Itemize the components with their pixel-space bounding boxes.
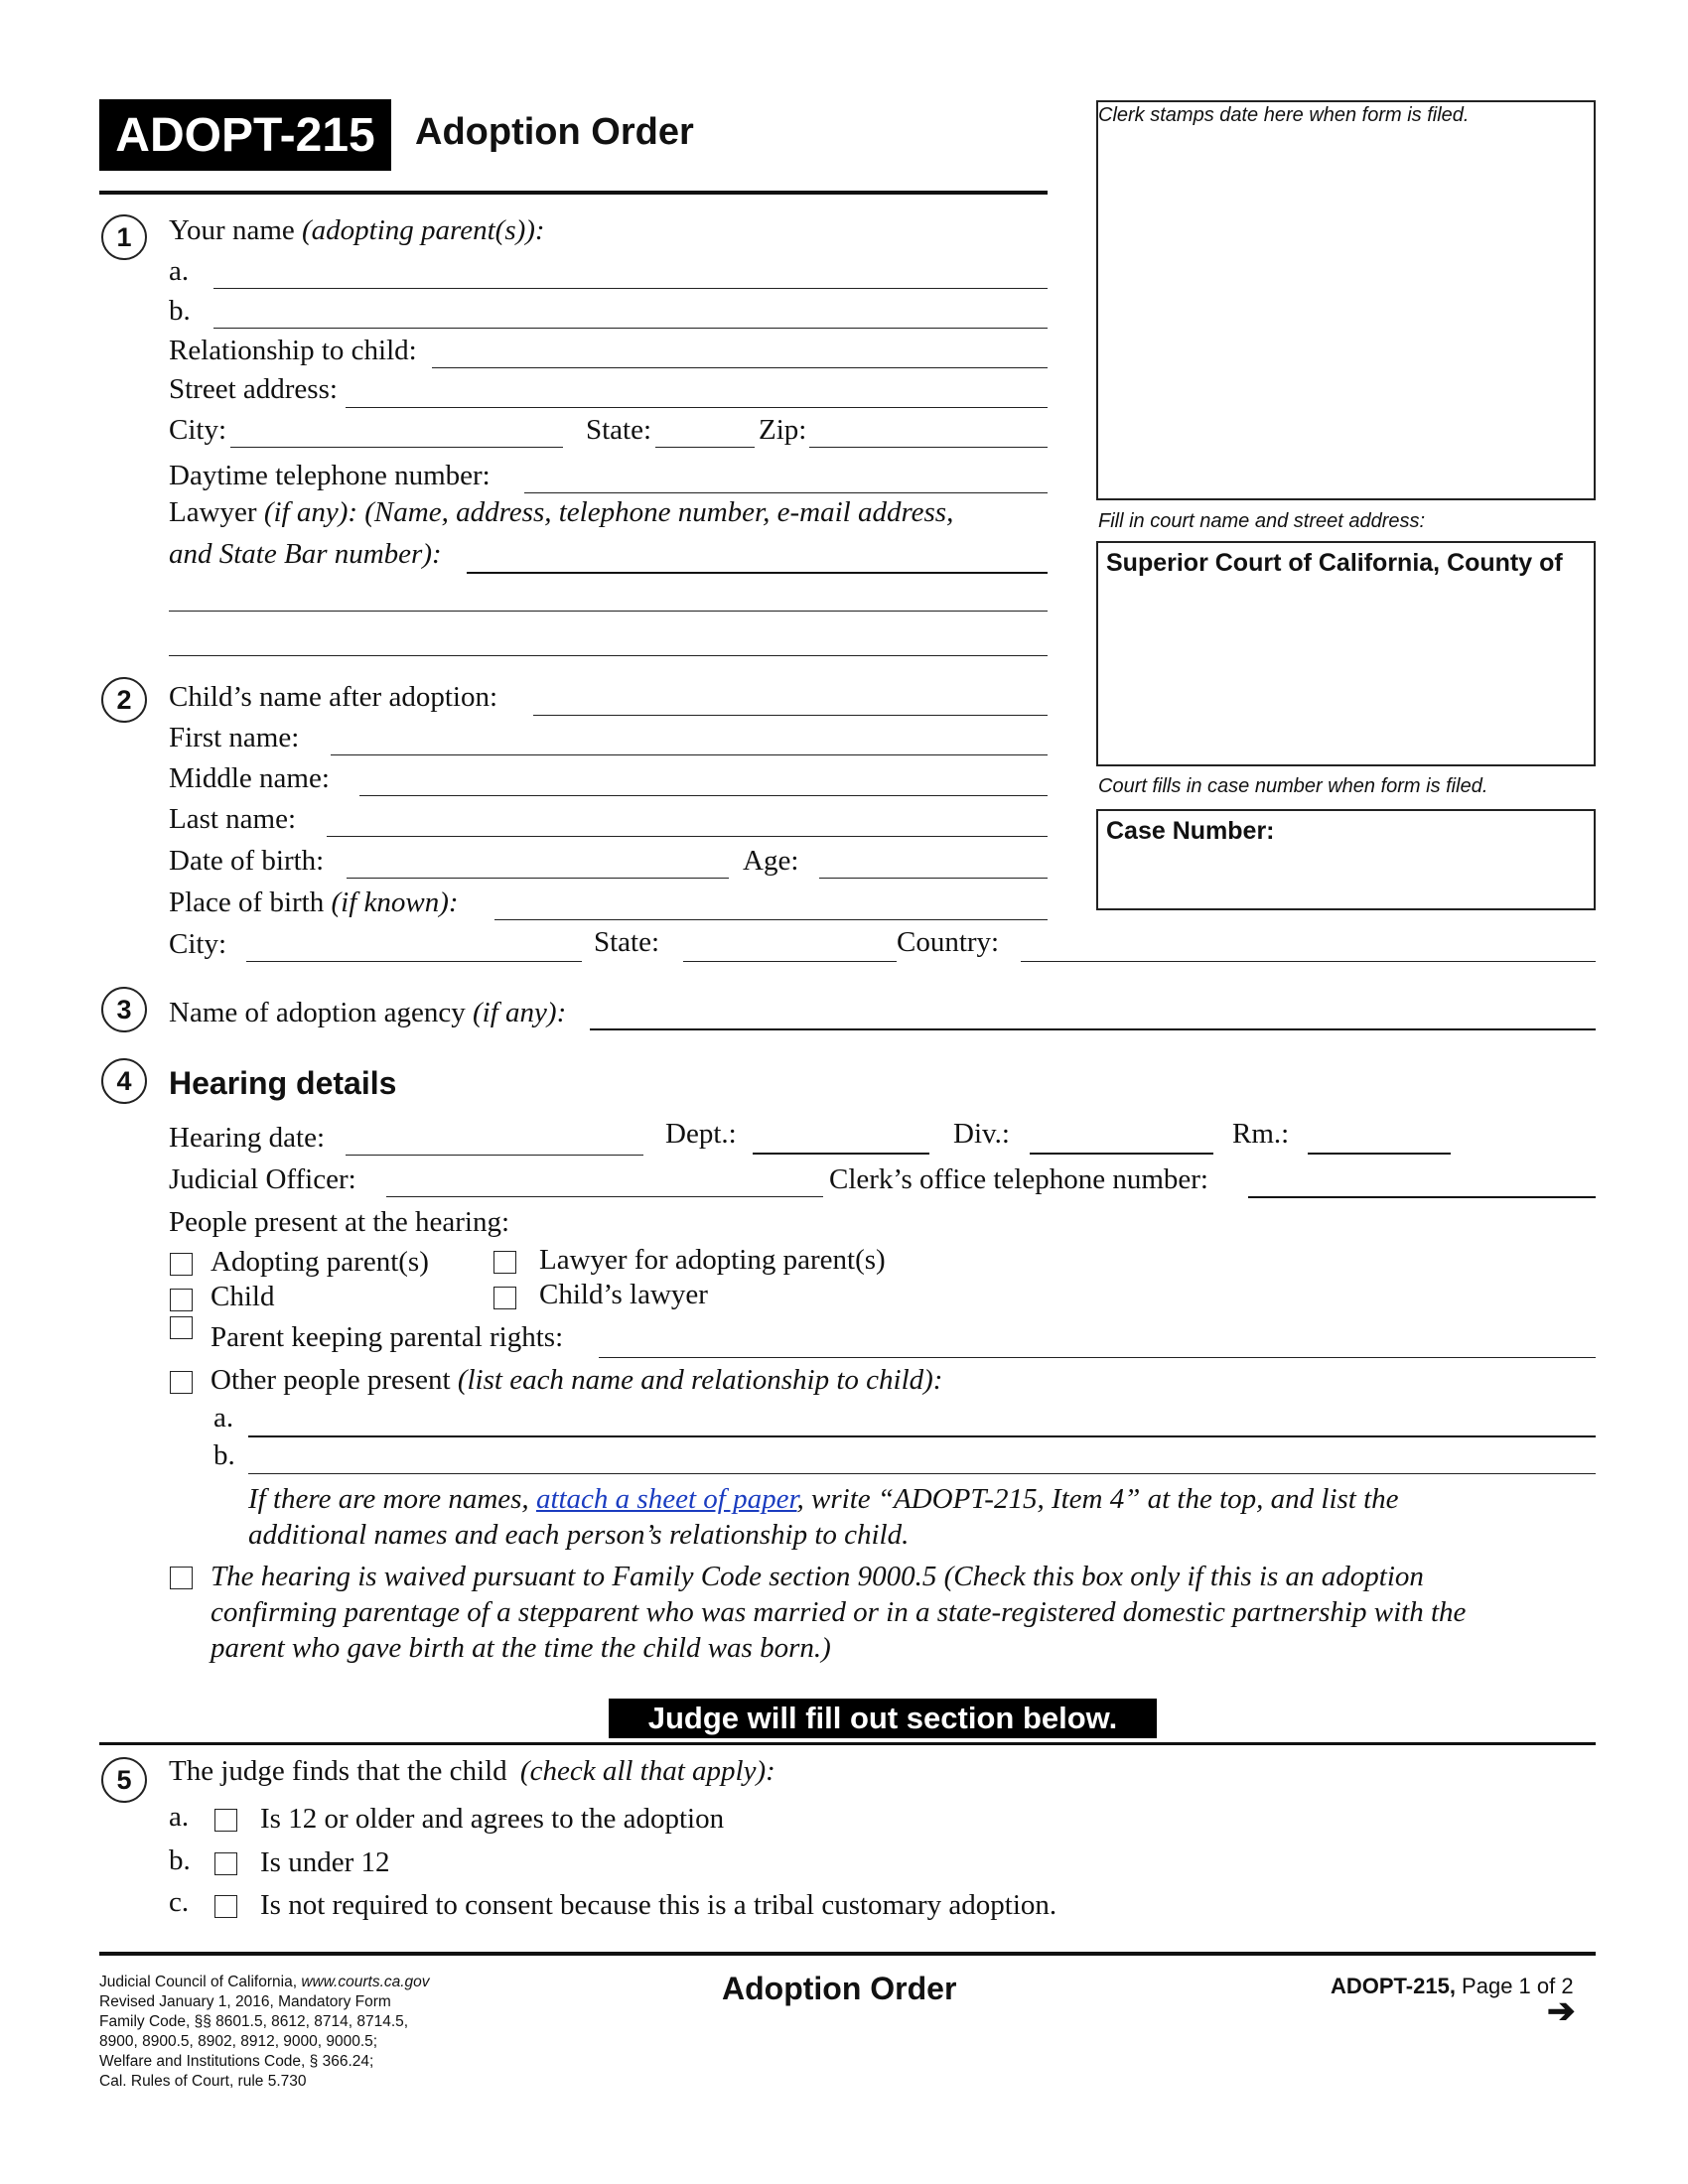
parent-keeping-checkbox[interactable]: [170, 1316, 193, 1339]
dob-label: Date of birth:: [169, 845, 325, 877]
lawyer-adopting-label: Lawyer for adopting parent(s): [539, 1244, 886, 1276]
more-names-line-1: If there are more names, attach a sheet of paper, write “ADOPT-215, Item 4” at the top, and list the: [248, 1483, 1399, 1515]
hearing-waived-checkbox[interactable]: [170, 1567, 193, 1589]
parent-keeping-label: Parent keeping parental rights:: [211, 1321, 564, 1353]
waived-line-2: confirming parentage of a stepparent who was married or in a state-registered domestic partnership with the: [211, 1596, 1467, 1628]
footer-rule: [99, 1952, 1596, 1956]
clerk-stamp-note: Clerk stamps date here when form is filed.: [1098, 104, 1470, 126]
street-field[interactable]: [346, 407, 1048, 408]
item-4-number: 4: [101, 1058, 147, 1104]
place-of-birth-label: Place of birth (if known):: [169, 887, 459, 918]
judicial-officer-label: Judicial Officer:: [169, 1163, 356, 1195]
footer-code-2: 8900, 8900.5, 8902, 8912, 9000, 9000.5;: [99, 2033, 378, 2050]
rm-field[interactable]: [1308, 1153, 1451, 1155]
child-name-label: Child’s name after adoption:: [169, 681, 498, 713]
birth-country-label: Country:: [897, 926, 1000, 958]
case-number-box[interactable]: [1096, 809, 1596, 910]
finding-a-checkbox[interactable]: [214, 1809, 237, 1832]
name-a-letter: a.: [169, 255, 190, 287]
hearing-date-label: Hearing date:: [169, 1122, 326, 1154]
court-name-box[interactable]: [1096, 541, 1596, 766]
agency-field[interactable]: [590, 1028, 1596, 1030]
middle-name-field[interactable]: [359, 795, 1048, 796]
footer-citations: [99, 1973, 430, 2092]
judge-section-banner: [609, 1699, 1157, 1738]
adopting-parents-checkbox[interactable]: [170, 1253, 193, 1276]
case-note: Court fills in case number when form is filed.: [1098, 775, 1488, 797]
child-checkbox[interactable]: [170, 1289, 193, 1311]
lawyer-label-1: Lawyer (if any): (Name, address, telephone number, e-mail address,: [169, 496, 954, 528]
lawyer-field-1[interactable]: [467, 572, 1048, 574]
lawyer-label-2: and State Bar number):: [169, 538, 442, 570]
item-2-number: 2: [101, 677, 147, 723]
dept-label: Dept.:: [665, 1118, 737, 1150]
footer-code-1: Family Code, §§ 8601.5, 8612, 8714, 8714.5,: [99, 2013, 409, 2030]
city-label: City:: [169, 414, 227, 446]
finding-b-checkbox[interactable]: [214, 1852, 237, 1875]
waived-line-3: parent who gave birth at the time the child was born.): [211, 1632, 831, 1664]
other-a-field[interactable]: [248, 1435, 1596, 1437]
header-rule: [99, 191, 1048, 195]
last-name-field[interactable]: [327, 836, 1048, 837]
name-a-field[interactable]: [213, 288, 1048, 289]
child-label: Child: [211, 1281, 275, 1312]
place-of-birth-field[interactable]: [494, 919, 1048, 920]
state-label: State:: [586, 414, 652, 446]
finding-a-label: Is 12 or older and agrees to the adoption: [260, 1803, 725, 1835]
finding-c-label: Is not required to consent because this is a tribal customary adoption.: [260, 1889, 1057, 1921]
street-label: Street address:: [169, 373, 338, 405]
footer-revised: Revised January 1, 2016, Mandatory Form: [99, 1993, 391, 2010]
finding-a-letter: a.: [169, 1801, 190, 1833]
hearing-date-field[interactable]: [346, 1155, 643, 1156]
judge-section-rule: [99, 1742, 1596, 1745]
judicial-officer-field[interactable]: [386, 1196, 823, 1197]
clerk-stamp-box: [1096, 100, 1596, 500]
name-b-field[interactable]: [213, 328, 1048, 329]
attach-sheet-link[interactable]: attach a sheet of paper: [535, 1483, 797, 1515]
first-name-label: First name:: [169, 722, 300, 753]
footer-council: Judicial Council of California, www.courts.ca.gov: [99, 1974, 430, 1990]
court-note: Fill in court name and street address:: [1098, 510, 1426, 532]
lawyer-field-3[interactable]: [169, 655, 1048, 656]
div-label: Div.:: [953, 1118, 1010, 1150]
div-field[interactable]: [1030, 1153, 1213, 1155]
finding-c-letter: c.: [169, 1886, 190, 1918]
dob-field[interactable]: [347, 878, 729, 879]
people-present-label: People present at the hearing:: [169, 1206, 510, 1238]
last-name-label: Last name:: [169, 803, 297, 835]
clerk-phone-field[interactable]: [1248, 1196, 1596, 1198]
other-a-letter: a.: [213, 1402, 234, 1433]
footer-page: ADOPT-215, Page 1 of 2: [1331, 1974, 1574, 1998]
rm-label: Rm.:: [1232, 1118, 1290, 1150]
state-field[interactable]: [655, 447, 755, 448]
relationship-field[interactable]: [432, 367, 1048, 368]
next-page-arrow-icon: ➔: [1547, 1992, 1576, 2030]
form-id-badge: [99, 99, 391, 171]
item-1-number: 1: [101, 214, 147, 260]
form-id: ADOPT-215: [115, 108, 375, 162]
hearing-details-title: Hearing details: [169, 1065, 397, 1101]
item-1-label: Your name (adopting parent(s)):: [169, 214, 545, 246]
childs-lawyer-label: Child’s lawyer: [539, 1279, 708, 1310]
finding-b-label: Is under 12: [260, 1846, 390, 1878]
footer-code-3: Welfare and Institutions Code, § 366.24;: [99, 2053, 374, 2070]
birth-city-field[interactable]: [246, 961, 582, 962]
dept-field[interactable]: [753, 1153, 929, 1155]
middle-name-label: Middle name:: [169, 762, 330, 794]
other-people-label: Other people present (list each name and relationship to child):: [211, 1364, 943, 1396]
birth-city-label: City:: [169, 928, 227, 960]
waived-line-1: The hearing is waived pursuant to Family Code section 9000.5 (Check this box only if this is an adoption: [211, 1561, 1424, 1592]
age-field[interactable]: [819, 878, 1048, 879]
agency-label: Name of adoption agency (if any):: [169, 997, 567, 1028]
zip-label: Zip:: [759, 414, 807, 446]
clerk-phone-label: Clerk’s office telephone number:: [829, 1163, 1208, 1195]
relationship-label: Relationship to child:: [169, 335, 417, 366]
parent-keeping-field[interactable]: [599, 1357, 1596, 1358]
item-3-number: 3: [101, 987, 147, 1032]
zip-field[interactable]: [809, 447, 1048, 448]
birth-state-field[interactable]: [683, 961, 897, 962]
finding-b-letter: b.: [169, 1844, 191, 1876]
other-people-checkbox[interactable]: [170, 1371, 193, 1394]
phone-field[interactable]: [524, 492, 1048, 493]
other-b-field[interactable]: [248, 1473, 1596, 1474]
footer-title: Adoption Order: [722, 1971, 957, 2006]
page-title: Adoption Order: [415, 111, 694, 153]
case-number-label: Case Number:: [1106, 817, 1275, 845]
court-box-label: Superior Court of California, County of: [1106, 549, 1563, 577]
judge-finds-label: The judge finds that the child (check all that apply):: [169, 1755, 775, 1787]
lawyer-adopting-checkbox[interactable]: [493, 1251, 516, 1274]
birth-country-field[interactable]: [1021, 961, 1596, 962]
child-name-field[interactable]: [533, 715, 1048, 716]
more-names-line-2: additional names and each person’s relationship to child.: [248, 1519, 910, 1551]
first-name-field[interactable]: [331, 754, 1048, 755]
birth-state-label: State:: [594, 926, 660, 958]
footer-code-4: Cal. Rules of Court, rule 5.730: [99, 2073, 307, 2090]
lawyer-field-2[interactable]: [169, 611, 1048, 612]
other-b-letter: b.: [213, 1439, 235, 1471]
adopting-parents-label: Adopting parent(s): [211, 1246, 429, 1278]
childs-lawyer-checkbox[interactable]: [493, 1287, 516, 1309]
finding-c-checkbox[interactable]: [214, 1895, 237, 1918]
city-field[interactable]: [230, 447, 563, 448]
age-label: Age:: [743, 845, 799, 877]
item-5-number: 5: [101, 1757, 147, 1803]
judge-banner-text: Judge will fill out section below.: [647, 1701, 1118, 1735]
name-b-letter: b.: [169, 295, 191, 327]
phone-label: Daytime telephone number:: [169, 460, 491, 491]
